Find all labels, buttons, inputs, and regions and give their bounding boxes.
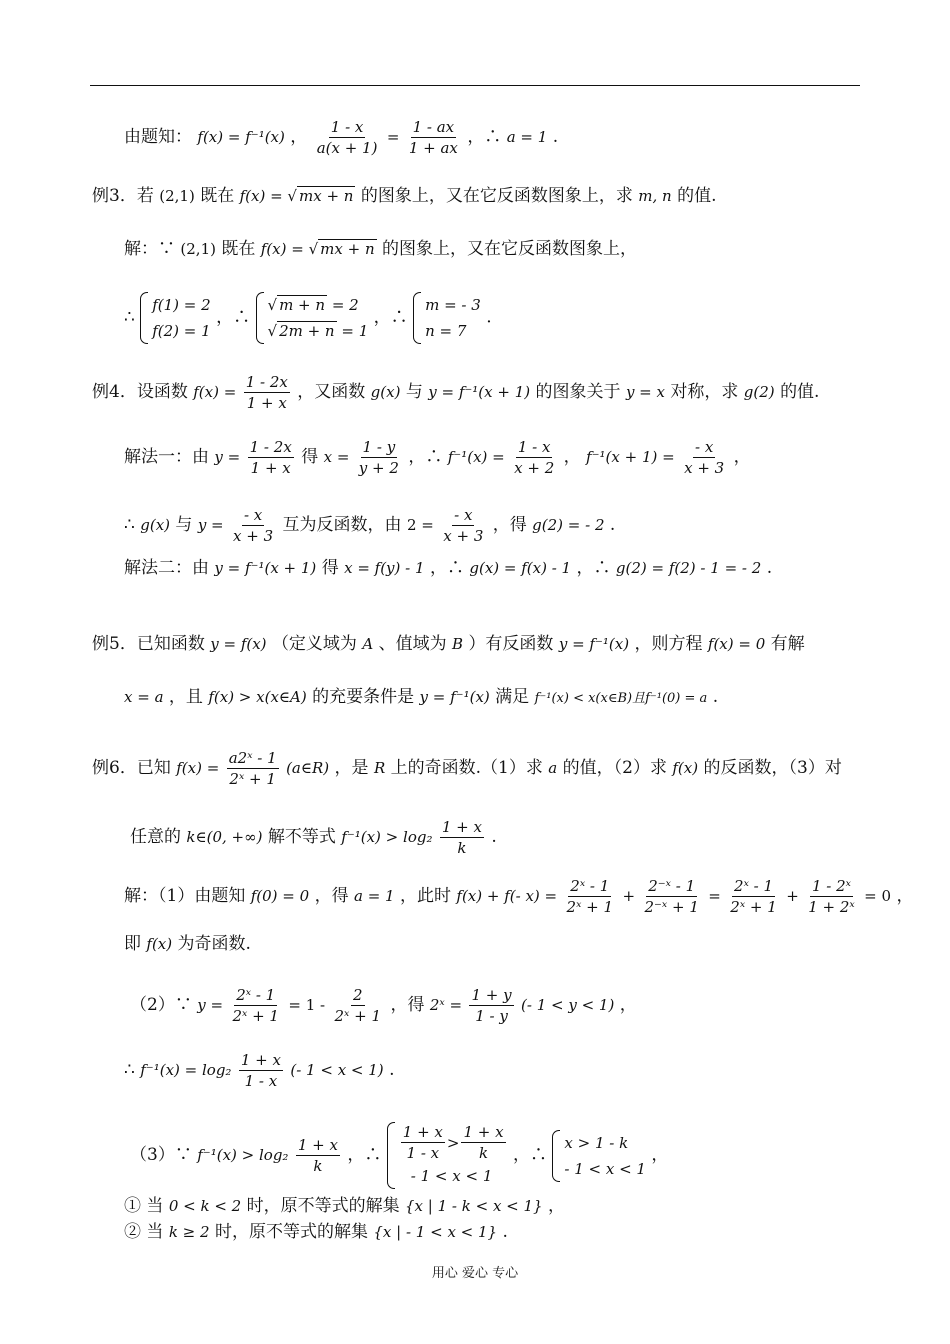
text: ，∴ bbox=[467, 127, 502, 147]
example-6 bbox=[92, 748, 842, 789]
rhs: = 2 bbox=[327, 296, 359, 314]
math: x = bbox=[323, 448, 350, 466]
math: g(x) bbox=[370, 383, 401, 401]
text: ， bbox=[619, 995, 637, 1015]
math: mx + n bbox=[320, 240, 375, 258]
math: mx + n bbox=[299, 187, 354, 205]
text: . bbox=[766, 558, 773, 578]
brace bbox=[256, 292, 264, 344]
math: 2ˣ = bbox=[429, 996, 463, 1014]
math: f(x) = bbox=[176, 759, 220, 777]
denominator: 2ˣ + 1 bbox=[232, 1007, 279, 1025]
math: (- 1 < x < 1) bbox=[290, 1061, 384, 1079]
text: 时，原不等式的解集 bbox=[246, 1196, 400, 1216]
text: （定义域为 bbox=[271, 634, 357, 654]
equation: √ 2m + n = 1 bbox=[267, 322, 369, 340]
text: ∴ bbox=[124, 515, 135, 535]
numerator: a2ˣ - 1 bbox=[228, 749, 277, 767]
math: y = f⁻¹(x) bbox=[558, 635, 630, 653]
text: 的值. bbox=[677, 186, 717, 206]
page-footer: 用心 爱心 专心 bbox=[431, 1266, 519, 1281]
brace bbox=[387, 1122, 395, 1189]
math: f(x) = √ bbox=[239, 187, 297, 205]
numerator: 1 + x bbox=[297, 1136, 338, 1154]
text: 例3．若 bbox=[92, 186, 154, 206]
numerator: 1 + x bbox=[240, 1051, 281, 1069]
fraction bbox=[461, 1122, 505, 1163]
fraction bbox=[682, 437, 726, 478]
math: f⁻¹(x) < x(x∈B)且f⁻¹(0) = a bbox=[534, 691, 708, 706]
inequality bbox=[399, 1122, 508, 1163]
equation-system bbox=[140, 292, 210, 344]
solution-6-part-3 bbox=[130, 1122, 668, 1189]
text: 任意的 bbox=[130, 827, 181, 847]
math: k ≥ 2 bbox=[168, 1223, 210, 1241]
text: 由题知： bbox=[124, 127, 192, 147]
solution-4-line-2 bbox=[124, 505, 615, 546]
math: f(x) bbox=[672, 759, 699, 777]
fraction bbox=[512, 437, 556, 478]
denominator: k bbox=[478, 1144, 489, 1162]
math: f⁻¹(x) = log₂ bbox=[140, 1061, 232, 1079]
example-3 bbox=[92, 185, 717, 207]
math: g(2) = f(2) - 1 = - 2 bbox=[615, 559, 762, 577]
denominator: y + 2 bbox=[358, 459, 399, 477]
math: x = a bbox=[124, 688, 164, 706]
brace bbox=[413, 292, 421, 344]
text: 既在 bbox=[200, 186, 235, 206]
text: 满足 bbox=[495, 687, 530, 707]
math: + bbox=[622, 887, 636, 905]
numerator: 1 - 2x bbox=[245, 373, 288, 391]
math: x = f(y) - 1 bbox=[344, 559, 425, 577]
denominator: 1 + 2ˣ bbox=[808, 898, 855, 916]
numerator: 1 + x bbox=[441, 818, 482, 836]
text: 例5．已知函数 bbox=[92, 634, 205, 654]
denominator: a(x + 1) bbox=[316, 139, 378, 157]
text: 解：（1）由题知 bbox=[124, 886, 246, 906]
solution-6-part-1 bbox=[124, 876, 913, 917]
solution-4-method-1 bbox=[124, 437, 751, 478]
denominator: 2ˣ + 1 bbox=[334, 1007, 382, 1025]
text: 对称，求 bbox=[670, 382, 739, 402]
text: 得 bbox=[301, 447, 319, 467]
inequality-system bbox=[552, 1130, 646, 1182]
line-1 bbox=[124, 117, 558, 158]
text: 上的奇函数.（1）求 bbox=[390, 758, 543, 778]
math: 2 = bbox=[406, 516, 434, 534]
fraction bbox=[227, 748, 279, 789]
text: ，则方程 bbox=[634, 634, 703, 654]
math: f(x) bbox=[146, 935, 173, 953]
equation: f(1) = 2 bbox=[152, 296, 211, 314]
fraction bbox=[407, 117, 460, 158]
text: 例6．已知 bbox=[92, 758, 171, 778]
inequality-system bbox=[387, 1122, 508, 1189]
text: ， bbox=[733, 447, 751, 467]
text: ，又函数 bbox=[297, 382, 366, 402]
equation-system bbox=[256, 292, 369, 344]
text: 的值，（2）求 bbox=[562, 758, 667, 778]
math: f(x) = √ bbox=[260, 240, 319, 258]
denominator: x + 3 bbox=[233, 527, 274, 545]
text: . bbox=[389, 1060, 395, 1080]
fraction bbox=[296, 1135, 340, 1176]
denominator: 1 + x bbox=[250, 459, 291, 477]
text: 有解 bbox=[770, 634, 805, 654]
math: = 0 bbox=[864, 887, 892, 905]
systems-3 bbox=[124, 292, 492, 344]
inequality: - 1 < x < 1 bbox=[564, 1159, 646, 1178]
equation: n = 7 bbox=[425, 322, 467, 340]
math: y = bbox=[197, 516, 224, 534]
math: f⁻¹(x + 1) = bbox=[586, 448, 675, 466]
text: 互为反函数，由 bbox=[282, 515, 402, 535]
equation: m = - 3 bbox=[425, 296, 481, 314]
text: ， bbox=[896, 886, 914, 906]
fraction bbox=[401, 1122, 445, 1163]
math: f(x) = 0 bbox=[707, 635, 766, 653]
text: . bbox=[712, 687, 719, 707]
numerator: 2ˣ - 1 bbox=[570, 877, 610, 895]
brace bbox=[552, 1130, 560, 1182]
text: ∴ bbox=[124, 307, 135, 328]
text: （2）∵ bbox=[130, 995, 192, 1015]
inequality: x > 1 - k bbox=[564, 1133, 629, 1152]
fraction bbox=[642, 876, 700, 917]
math: y = f⁻¹(x + 1) bbox=[214, 559, 317, 577]
solution-4-method-2 bbox=[124, 557, 772, 579]
math: f(x) = f⁻¹(x) bbox=[197, 128, 285, 146]
math: a bbox=[548, 759, 558, 777]
math: {x | - 1 < x < 1} bbox=[373, 1223, 498, 1241]
math: (a∈R) bbox=[286, 759, 330, 777]
numerator: 1 - y bbox=[362, 438, 396, 456]
math: (2,1) bbox=[159, 187, 195, 205]
text: ，∴ bbox=[429, 558, 464, 578]
fraction bbox=[440, 817, 484, 858]
text: ，得 bbox=[492, 515, 527, 535]
text: ， bbox=[290, 127, 308, 147]
text: . bbox=[552, 127, 559, 147]
text: ，且 bbox=[168, 687, 203, 707]
denominator: 1 - x bbox=[406, 1144, 440, 1162]
inequality: - 1 < x < 1 bbox=[410, 1167, 493, 1185]
equation: √ m + n = 2 bbox=[267, 296, 359, 314]
text: 的充要条件是 bbox=[312, 687, 415, 707]
math: R bbox=[373, 759, 386, 777]
solution-6-part-2 bbox=[130, 985, 637, 1026]
math: f(x) = bbox=[193, 383, 237, 401]
text: ，得 bbox=[314, 886, 349, 906]
denominator: x + 3 bbox=[443, 527, 484, 545]
text: ，∴ bbox=[216, 307, 251, 328]
math: B bbox=[452, 635, 464, 653]
equation: f(2) = 1 bbox=[152, 322, 211, 340]
fraction bbox=[239, 1050, 283, 1091]
text: 即 bbox=[124, 934, 141, 954]
denominator: 2ˣ + 1 bbox=[229, 770, 276, 788]
text: ， bbox=[563, 447, 581, 467]
fraction bbox=[333, 985, 384, 1026]
text: 时，原不等式的解集 bbox=[214, 1222, 368, 1242]
solution-6-odd bbox=[124, 933, 251, 955]
math: m, n bbox=[638, 187, 672, 205]
fraction bbox=[315, 117, 380, 158]
numerator: 1 - 2ˣ bbox=[811, 877, 851, 895]
text: 的图象上，又在它反函数图象上， bbox=[382, 239, 638, 259]
math: y = f⁻¹(x) bbox=[419, 688, 490, 706]
text: 解不等式 bbox=[267, 827, 336, 847]
example-4 bbox=[92, 372, 819, 413]
text: . bbox=[609, 515, 616, 535]
math: a = 1 bbox=[506, 128, 548, 146]
math: = bbox=[708, 887, 721, 905]
text: ② 当 bbox=[124, 1222, 164, 1242]
text: 的反函数，（3）对 bbox=[703, 758, 842, 778]
numerator: 1 - x bbox=[517, 438, 551, 456]
solution-3 bbox=[124, 238, 637, 260]
numerator: 2ˣ - 1 bbox=[236, 986, 276, 1004]
math: = 1 - bbox=[288, 996, 326, 1014]
math: > bbox=[446, 1133, 460, 1152]
numerator: 1 - x bbox=[330, 118, 364, 136]
text: ， bbox=[548, 1196, 566, 1216]
text: 既在 bbox=[221, 239, 256, 259]
denominator: 1 - x bbox=[244, 1072, 278, 1090]
fraction bbox=[230, 985, 281, 1026]
text: . bbox=[486, 307, 492, 328]
text: 的值. bbox=[780, 382, 820, 402]
text: 解法二：由 bbox=[124, 558, 209, 578]
math: + bbox=[786, 887, 799, 905]
numerator: - x bbox=[454, 506, 473, 524]
fraction bbox=[565, 876, 616, 917]
math: y = f(x) bbox=[210, 635, 267, 653]
math: k∈(0, +∞) bbox=[186, 828, 263, 846]
math: g(2) = - 2 bbox=[532, 516, 605, 534]
text: . bbox=[491, 827, 497, 847]
denominator: 1 + ax bbox=[408, 139, 458, 157]
math: g(x) bbox=[140, 516, 170, 534]
math: f(0) = 0 bbox=[250, 887, 310, 905]
fraction bbox=[231, 505, 275, 546]
text: 、值域为 bbox=[378, 634, 447, 654]
math: = bbox=[386, 128, 400, 146]
text: 的图象上，又在它反函数图象上，求 bbox=[360, 186, 633, 206]
numerator: 1 - ax bbox=[412, 118, 455, 136]
math: f⁻¹(x) > log₂ bbox=[197, 1146, 289, 1164]
fraction bbox=[806, 876, 857, 917]
fraction bbox=[469, 985, 513, 1026]
denominator: 2ˣ + 1 bbox=[730, 898, 777, 916]
text: ，∴ bbox=[576, 558, 611, 578]
denominator: 2ˣ + 1 bbox=[566, 898, 614, 916]
denominator: x + 2 bbox=[514, 459, 555, 477]
math: y = bbox=[197, 996, 224, 1014]
fraction bbox=[357, 437, 401, 478]
math: {x | 1 - k < x < 1} bbox=[405, 1197, 543, 1215]
text: ∴ bbox=[124, 1060, 135, 1080]
fraction bbox=[441, 505, 485, 546]
text: 的图象关于 bbox=[535, 382, 621, 402]
text: 为奇函数. bbox=[177, 934, 251, 954]
text: ① 当 bbox=[124, 1196, 164, 1216]
text: 例4．设函数 bbox=[92, 382, 188, 402]
fraction bbox=[248, 437, 294, 478]
numerator: 1 - 2x bbox=[249, 438, 292, 456]
text: ，得 bbox=[390, 995, 425, 1015]
text: ， bbox=[651, 1145, 669, 1165]
math: f(x) + f(- x) = bbox=[456, 887, 558, 905]
numerator: - x bbox=[695, 438, 714, 456]
text: ）有反函数 bbox=[468, 634, 554, 654]
text: ，∴ bbox=[373, 307, 408, 328]
numerator: 1 + x bbox=[463, 1123, 504, 1141]
text: ，∴ bbox=[347, 1145, 382, 1165]
example-5-line-2 bbox=[124, 686, 718, 710]
numerator: 1 + y bbox=[471, 986, 512, 1004]
math: y = x bbox=[625, 383, 665, 401]
numerator: 2ˣ - 1 bbox=[734, 877, 774, 895]
equation-system bbox=[413, 292, 481, 344]
text: ，是 bbox=[334, 758, 369, 778]
numerator: 1 + x bbox=[402, 1123, 443, 1141]
text: 解法一：由 bbox=[124, 447, 209, 467]
denominator: 1 + x bbox=[246, 394, 287, 412]
math: g(x) = f(x) - 1 bbox=[469, 559, 572, 577]
denominator: x + 3 bbox=[684, 459, 725, 477]
text: 解：∵ bbox=[124, 239, 175, 259]
math: f⁻¹(x) = bbox=[447, 448, 505, 466]
math: A bbox=[362, 635, 374, 653]
text: 得 bbox=[321, 558, 339, 578]
numerator: 2 bbox=[353, 986, 363, 1004]
numerator: - x bbox=[243, 506, 263, 524]
text: ，∴ bbox=[408, 447, 443, 467]
fraction bbox=[728, 876, 779, 917]
solution-6-inverse bbox=[124, 1050, 394, 1091]
math: (2,1) bbox=[180, 240, 216, 258]
math: a = 1 bbox=[354, 887, 395, 905]
brace bbox=[140, 292, 148, 344]
denominator: 1 - y bbox=[475, 1007, 508, 1025]
text: 与 bbox=[405, 382, 423, 402]
denominator: k bbox=[313, 1157, 323, 1175]
math: (- 1 < y < 1) bbox=[521, 996, 615, 1014]
text: 与 bbox=[175, 515, 193, 535]
math: g(2) bbox=[743, 383, 775, 401]
example-5 bbox=[92, 633, 805, 655]
denominator: k bbox=[457, 839, 467, 857]
rhs: = 1 bbox=[336, 322, 369, 340]
math: y = bbox=[214, 448, 241, 466]
math: f(x) > x(x∈A) bbox=[208, 688, 307, 706]
numerator: 2⁻ˣ - 1 bbox=[648, 877, 696, 895]
case-2 bbox=[124, 1221, 508, 1243]
denominator: 2⁻ˣ + 1 bbox=[644, 898, 699, 916]
radicand: m + n bbox=[279, 296, 326, 314]
math: y = f⁻¹(x + 1) bbox=[428, 383, 531, 401]
case-1 bbox=[124, 1195, 565, 1217]
text: ，∴ bbox=[512, 1145, 547, 1165]
text: . bbox=[502, 1222, 508, 1242]
text: ，此时 bbox=[400, 886, 451, 906]
math: f⁻¹(x) > log₂ bbox=[341, 828, 433, 846]
radicand: 2m + n bbox=[279, 322, 335, 340]
example-6-line-2 bbox=[130, 817, 497, 858]
fraction bbox=[244, 372, 290, 413]
text: （3）∵ bbox=[130, 1145, 192, 1165]
math: 0 < k < 2 bbox=[168, 1197, 242, 1215]
